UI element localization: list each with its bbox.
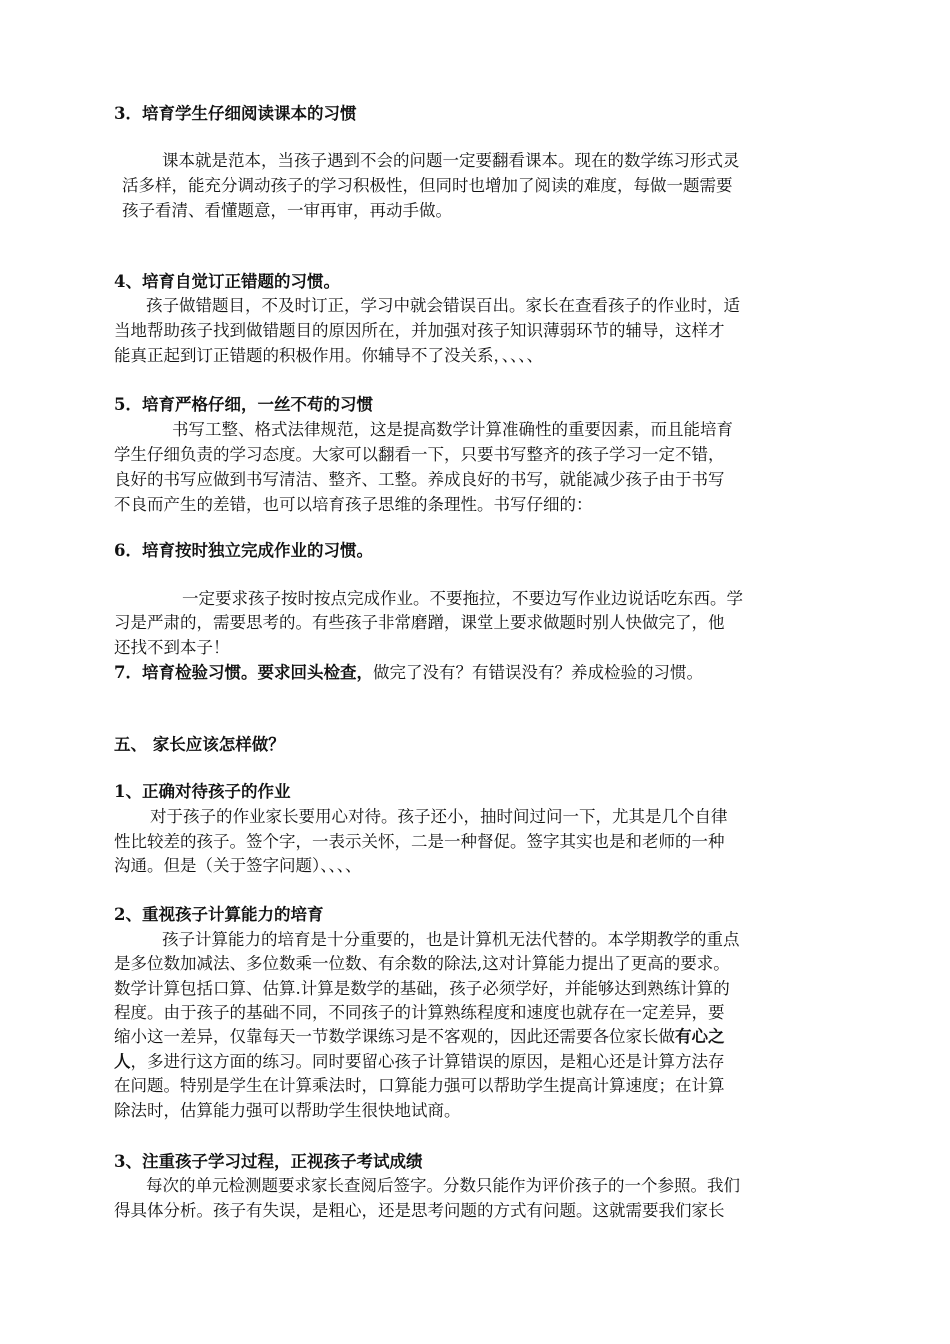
parent-2-line-6-text: ，多进行这方面的练习。同时要留心孩子计算错误的原因，是粗心还是计算方法存 bbox=[130, 1052, 725, 1071]
section-7-bold-text: 7．培育检验习惯。要求回头检查， bbox=[114, 663, 373, 682]
section-4-line-3: 能真正起到订正错题的积极作用。你辅导不了没关系，、、、、 bbox=[114, 346, 543, 365]
parent-2-line-5 bbox=[114, 1026, 838, 1047]
section-6-line-3: 还找不到本子！ bbox=[114, 638, 230, 657]
section-7-line bbox=[114, 662, 838, 683]
parent-2-line-8: 除法时，估算能力强可以帮助学生很快地试商。 bbox=[114, 1101, 461, 1120]
parent-2-bold-1: 有心之 bbox=[675, 1027, 725, 1046]
section-3-line-2: 活多样，能充分调动孩子的学习积极性，但同时也增加了阅读的难度，每做一题需要 bbox=[122, 176, 733, 195]
section-3-line-1: 课本就是范本，当孩子遇到不会的问题一定要翻看课本。现在的数学练习形式灵 bbox=[162, 151, 740, 170]
section-5-line-3: 良好的书写应做到书写清洁、整齐、工整。养成良好的书写，就能减少孩子由于书写 bbox=[114, 470, 725, 489]
parent-3-line-1: 每次的单元检测题要求家长查阅后签字。分数只能作为评价孩子的一个参照。我们 bbox=[146, 1176, 740, 1195]
section-6-line-1: 一定要求孩子按时按点完成作业。不要拖拉，不要边写作业边说话吃东西。学 bbox=[182, 589, 743, 608]
parent-3-heading: 3、注重孩子学习过程，正视孩子考试成绩 bbox=[114, 1152, 423, 1171]
parent-1-heading: 1、正确对待孩子的作业 bbox=[114, 782, 291, 801]
parent-1-line-3: 沟通。但是（关于签字问题）、、、、 bbox=[114, 856, 362, 875]
section-4-line-2: 当地帮助孩子找到做错题目的原因所在，并加强对孩子知识薄弱环节的辅导，这样才 bbox=[114, 321, 725, 340]
section-4-line-1: 孩子做错题目，不及时订正，学习中就会错误百出。家长在查看孩子的作业时，适 bbox=[146, 296, 740, 315]
section-6-line-2: 习是严肃的，需要思考的。有些孩子非常磨蹭，课堂上要求做题时别人快做完了，他 bbox=[114, 613, 725, 632]
section-3-heading: 3．培育学生仔细阅读课本的习惯 bbox=[114, 104, 357, 123]
parent-2-line-6 bbox=[114, 1051, 838, 1072]
section-5-heading: 5．培育严格仔细，一丝不苟的习惯 bbox=[114, 395, 373, 414]
parent-2-line-2: 是多位数加减法、多位数乘一位数、有余数的除法,这对计算能力提出了更高的要求。 bbox=[114, 954, 730, 973]
parent-2-line-3: 数学计算包括口算、估算.计算是数学的基础，孩子必须学好，并能够达到熟练计算的 bbox=[114, 979, 730, 998]
section-4-heading: 4、培育自觉订正错题的习惯。 bbox=[114, 272, 340, 291]
section-3-line-3: 孩子看清、看懂题意，一审再审，再动手做。 bbox=[122, 201, 452, 220]
parent-2-bold-2: 人 bbox=[114, 1052, 131, 1071]
part-5-heading: 五、 家长应该怎样做？ bbox=[114, 735, 285, 754]
parent-2-line-4: 程度。由于孩子的基础不同，不同孩子的计算熟练程度和速度也就存在一定差异，要 bbox=[114, 1003, 725, 1022]
parent-3-line-2: 得具体分析。孩子有失误，是粗心，还是思考问题的方式有问题。这就需要我们家长 bbox=[114, 1201, 725, 1220]
section-5-line-2: 学生仔细负责的学习态度。大家可以翻看一下，只要书写整齐的孩子学习一定不错， bbox=[114, 445, 725, 464]
parent-1-line-2: 性比较差的孩子。签个字，一表示关怀，二是一种督促。签字其实也是和老师的一种 bbox=[114, 832, 725, 851]
section-5-line-4: 不良而产生的差错，也可以培育孩子思维的条理性。书写仔细的： bbox=[114, 495, 593, 514]
section-6-heading: 6．培育按时独立完成作业的习惯。 bbox=[114, 541, 373, 560]
parent-2-line-1: 孩子计算能力的培育是十分重要的，也是计算机无法代替的。本学期教学的重点 bbox=[162, 930, 740, 949]
section-5-line-1: 书写工整、格式法律规范，这是提高数学计算准确性的重要因素，而且能培育 bbox=[172, 420, 733, 439]
section-7-rest-text: 做完了没有？有错误没有？养成检验的习惯。 bbox=[372, 663, 703, 682]
parent-1-line-1: 对于孩子的作业家长要用心对待。孩子还小，抽时间过问一下，尤其是几个自律 bbox=[150, 807, 728, 826]
parent-2-heading: 2、重视孩子计算能力的培育 bbox=[114, 905, 324, 924]
parent-2-line-5-text: 缩小这一差异，仅靠每天一节数学课练习是不客观的，因此还需要各位家长做 bbox=[114, 1027, 675, 1046]
parent-2-line-7: 在问题。特别是学生在计算乘法时，口算能力强可以帮助学生提高计算速度；在计算 bbox=[114, 1076, 725, 1095]
